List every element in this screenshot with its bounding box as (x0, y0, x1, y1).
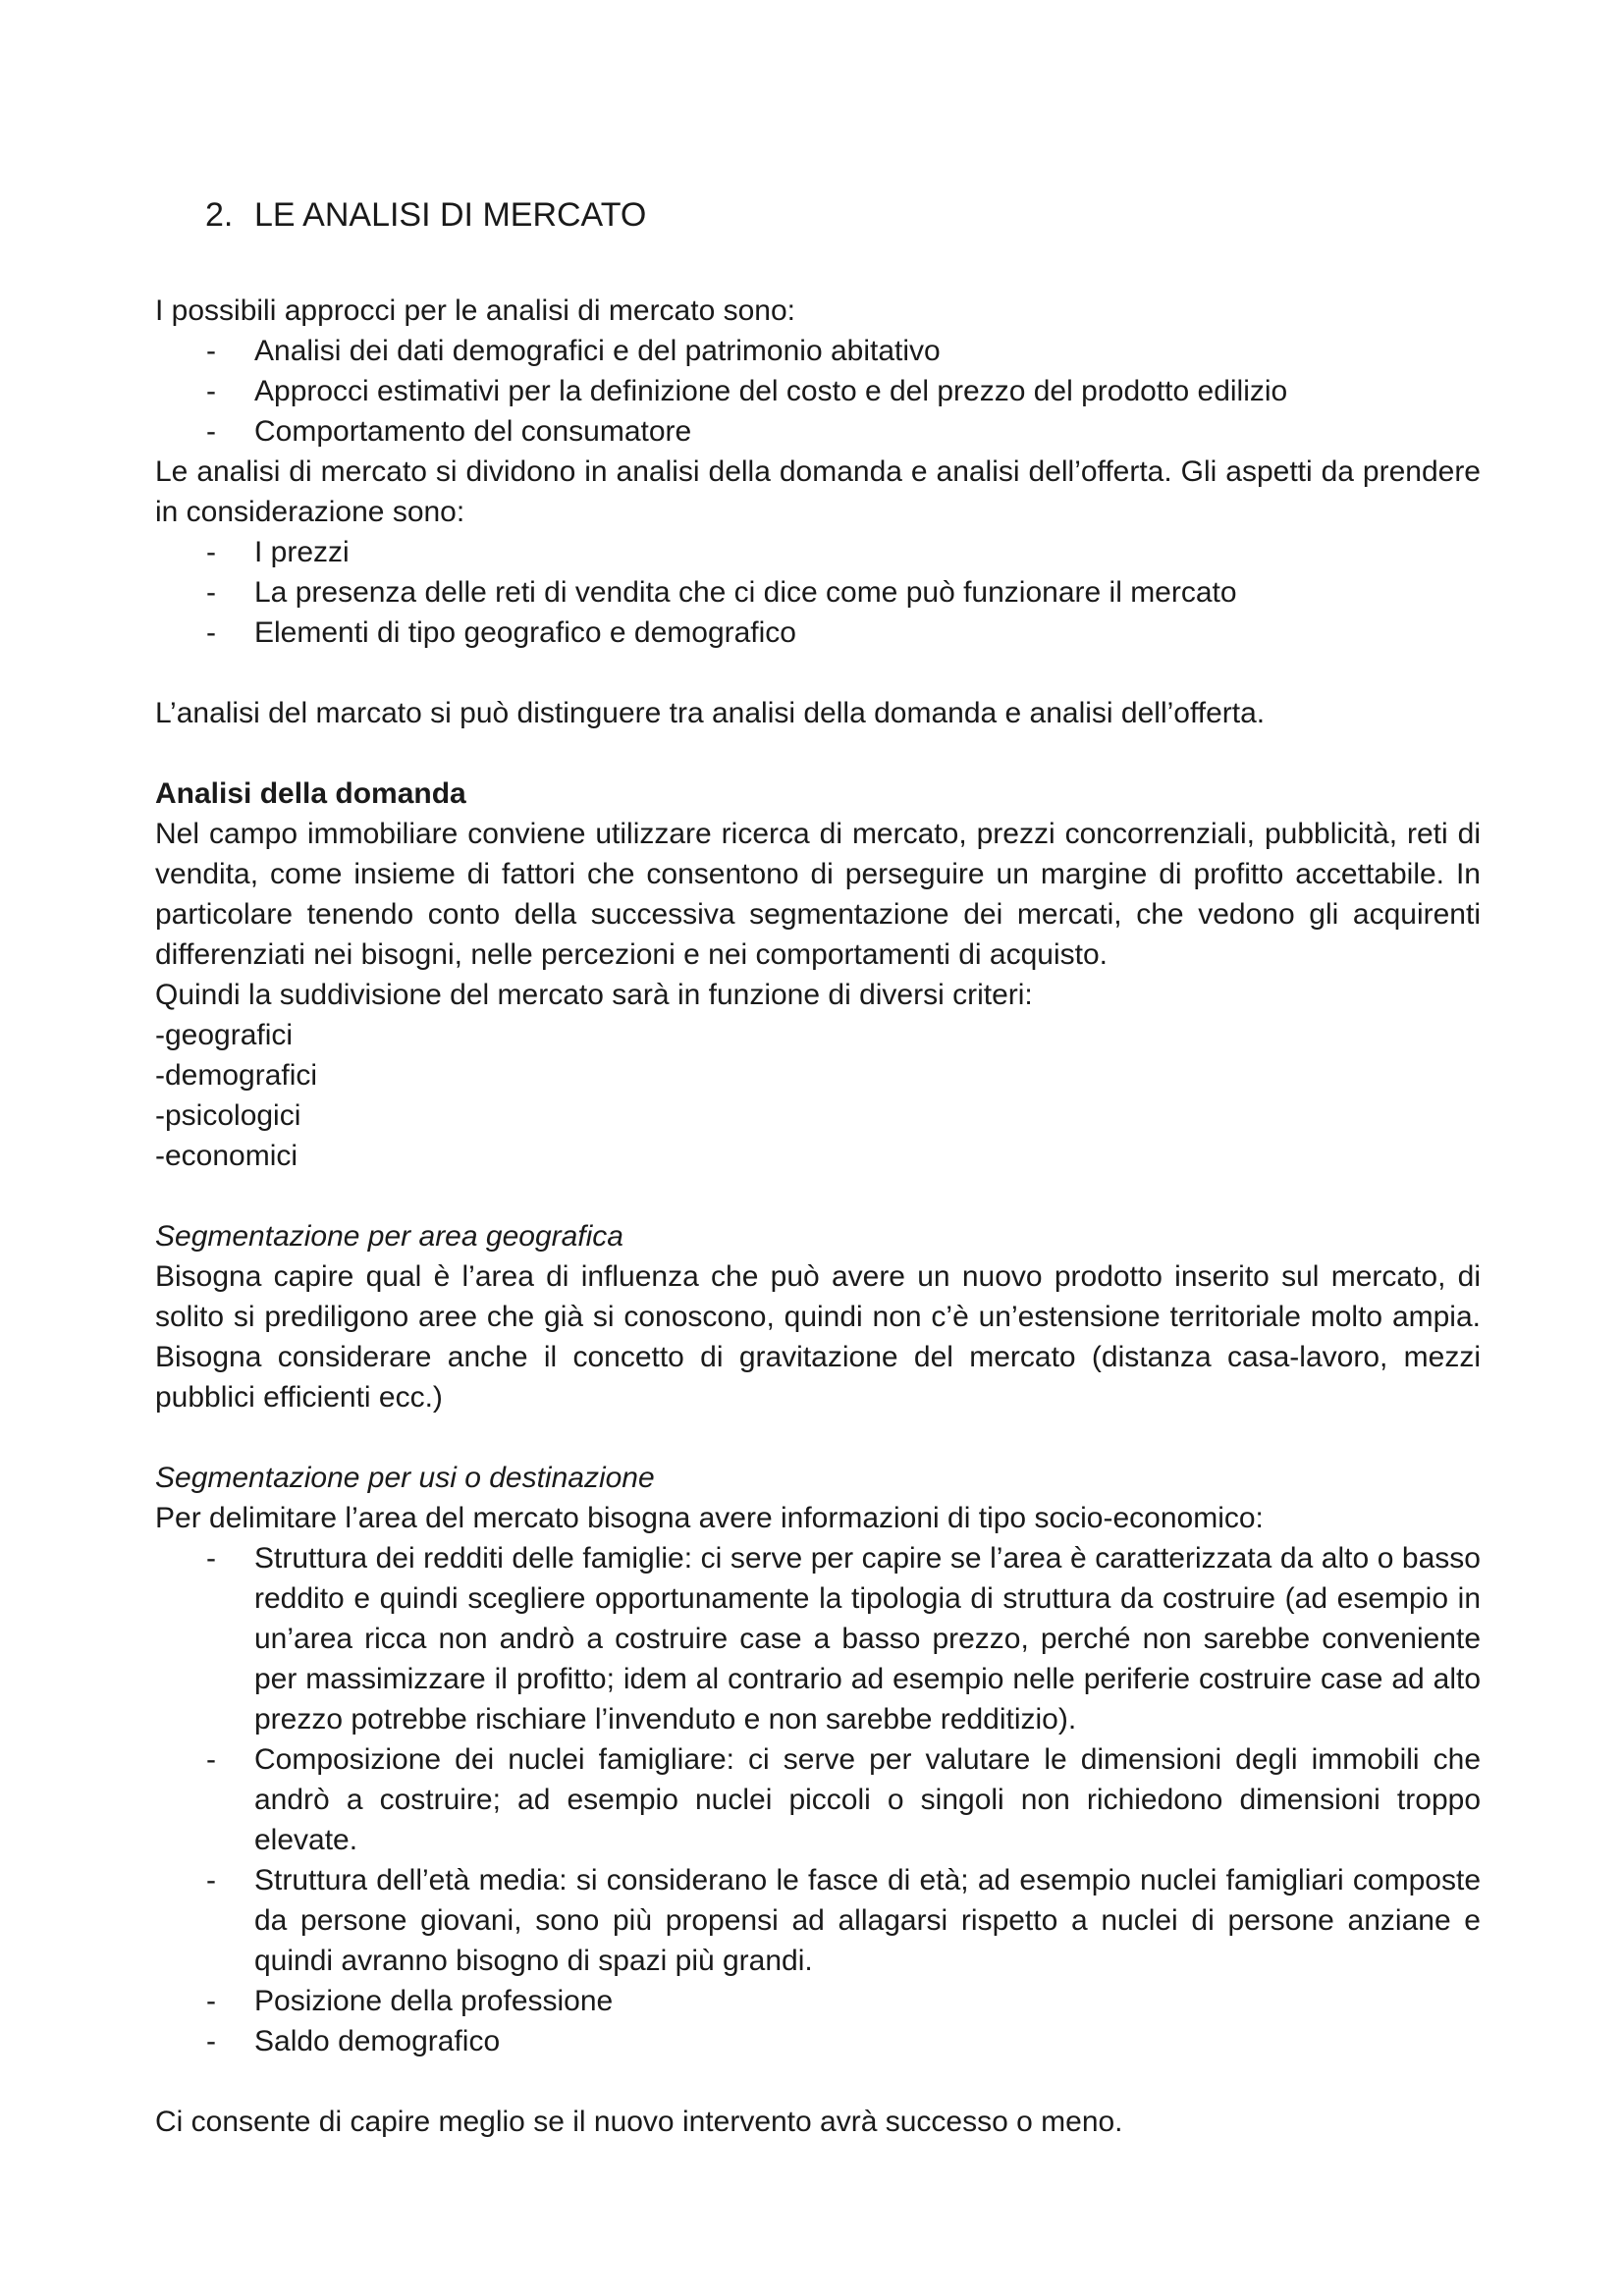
geografica-heading: Segmentazione per area geografica (155, 1220, 623, 1253)
list-item: - Composizione dei nuclei famigliare: ci serve per valutare le dimensioni degli immobili che andrò a costruire; ad esempio nuclei piccoli o singoli non richiedono dimensioni troppo elevate. (155, 1739, 1481, 1860)
list-item: -demografici (155, 1059, 318, 1092)
section-number: 2. (205, 196, 234, 234)
spacer (155, 653, 1481, 693)
usi-lead: Per delimitare l’area del mercato bisogna avere informazioni di tipo socio-economico: (155, 1502, 1264, 1534)
list-item: - La presenza delle reti di vendita che ci dice come può funzionare il mercato (155, 572, 1481, 613)
list-item: -psicologici (155, 1099, 301, 1132)
criteria-list (155, 1015, 1481, 1176)
domanda-paragraph: Nel campo immobiliare conviene utilizzare ricerca di mercato, prezzi concorrenziali, pubblicità, reti di vendita, come insieme di fattori che consentono di perseguire un margine di profitto accettabile. In particolare tenendo conto della successiva segmentazione dei mercati, che vedono gli acquirenti differenziati nei bisogni, nelle percezioni e nei comportamenti di acquisto. (155, 818, 1481, 971)
intro-lead: I possibili approcci per le analisi di mercato sono: (155, 294, 795, 327)
list-item: - Analisi dei dati demografici e del patrimonio abitativo (155, 331, 1481, 371)
list-item: - Approcci estimativi per la definizione del costo e del prezzo del prodotto edilizio (155, 371, 1481, 411)
domanda-heading: Analisi della domanda (155, 777, 466, 810)
aspects-list (155, 532, 1481, 653)
spacer (155, 1176, 1481, 1216)
intro-paragraph: Le analisi di mercato si dividono in analisi della domanda e analisi dell’offerta. Gli aspetti da prendere in considerazione sono: (155, 455, 1481, 528)
list-item: - Struttura dei redditi delle famiglie: ci serve per capire se l’area è caratterizzata da alto o basso reddito e quindi scegliere opportunamente la tipologia di struttura da costruire (ad esempio in un’area ricca non andrò a costruire case a basso prezzo, perché non sarebbe conveniente per massimizzare il profitto; idem al contrario ad esempio nelle periferie costruire case ad alto prezzo potrebbe rischiare l’invenduto e non sarebbe redditizio). (155, 1538, 1481, 1739)
closing-paragraph: Ci consente di capire meglio se il nuovo intervento avrà successo o meno. (155, 2106, 1123, 2138)
spacer (155, 1417, 1481, 1458)
list-item: -geografici (155, 1019, 294, 1051)
list-item: - Comportamento del consumatore (155, 411, 1481, 452)
spacer (155, 733, 1481, 774)
list-item: - Elementi di tipo geografico e demografico (155, 613, 1481, 653)
geografica-paragraph: Bisogna capire qual è l’area di influenza che può avere un nuovo prodotto inserito sul mercato, di solito si prediligono aree che già si conoscono, quindi non c’è un’estensione territoriale molto ampia. Bisogna considerare anche il concetto di gravitazione del mercato (distanza casa-lavoro, mezzi pubblici efficienti ecc.) (155, 1260, 1481, 1414)
document-page (155, 190, 1481, 2142)
spacer (155, 2061, 1481, 2102)
usi-heading: Segmentazione per usi o destinazione (155, 1462, 655, 1494)
section-heading (205, 190, 1481, 240)
approaches-list (155, 331, 1481, 452)
list-item: - Struttura dell’età media: si considerano le fasce di età; ad esempio nuclei famigliari composte da persone giovani, sono più propensi ad allagarsi rispetto a nuclei di persone anziane e quindi avranno bisogno di spazi più grandi. (155, 1860, 1481, 1981)
domanda-criteria-lead: Quindi la suddivisione del mercato sarà in funzione di diversi criteri: (155, 979, 1033, 1011)
list-item: - I prezzi (155, 532, 1481, 572)
section-title: LE ANALISI DI MERCATO (254, 196, 647, 234)
list-item: -economici (155, 1140, 298, 1172)
list-item: - Posizione della professione (155, 1981, 1481, 2021)
list-item: - Saldo demografico (155, 2021, 1481, 2061)
distinction-paragraph: L’analisi del marcato si può distinguere tra analisi della domanda e analisi dell’offerta. (155, 697, 1266, 729)
socio-economic-list (155, 1538, 1481, 2061)
